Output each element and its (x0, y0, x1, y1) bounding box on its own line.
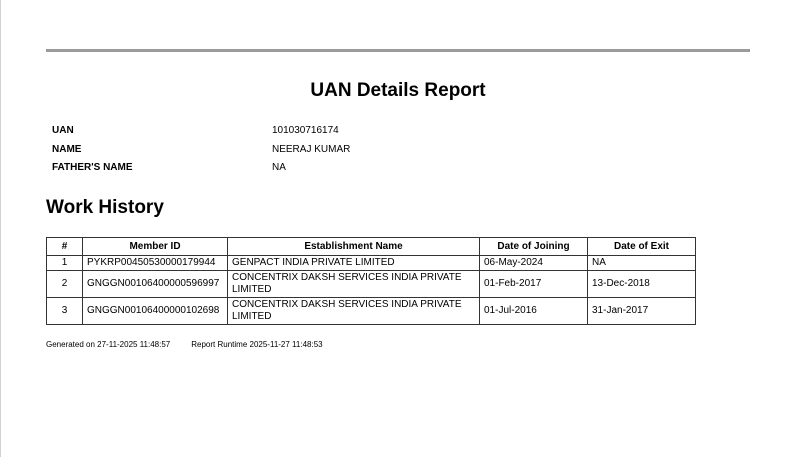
report-footer (46, 340, 323, 350)
table-header-row (47, 238, 696, 256)
establishment-cell: CONCENTRIX DAKSH SERVICES INDIA PRIVATE LIMITED (228, 271, 480, 298)
page-border (0, 0, 1, 457)
establishment-cell: CONCENTRIX DAKSH SERVICES INDIA PRIVATE LIMITED (228, 298, 480, 325)
column-header-date-joining: Date of Joining (480, 238, 588, 256)
father-name-label: FATHER'S NAME (52, 162, 133, 173)
row-number: 1 (47, 256, 83, 271)
establishment-cell: GENPACT INDIA PRIVATE LIMITED (228, 256, 480, 271)
column-header-member-id: Member ID (83, 238, 228, 256)
row-number: 2 (47, 271, 83, 298)
member-id-cell: GNGGN00106400000102698 (83, 298, 228, 325)
report-title: UAN Details Report (310, 80, 486, 101)
header-rule (46, 49, 750, 52)
generated-timestamp: Generated on 27-11-2025 11:48:57 (46, 340, 171, 349)
date-joining-cell: 01-Feb-2017 (480, 271, 588, 298)
work-history-title: Work History (46, 197, 164, 218)
work-history-table (46, 237, 696, 325)
column-header-number: # (47, 238, 83, 256)
date-exit-cell: 31-Jan-2017 (588, 298, 696, 325)
name-label: NAME (52, 143, 82, 155)
name-value: NEERAJ KUMAR (272, 143, 351, 155)
table-row (47, 298, 696, 325)
member-id-cell: PYKRP00450530000179944 (83, 256, 228, 271)
date-exit-cell: NA (588, 256, 696, 271)
uan-value: 101030716174 (272, 125, 339, 136)
column-header-establishment: Establishment Name (228, 238, 480, 256)
member-id-cell: GNGGN00106400000596997 (83, 271, 228, 298)
column-header-date-exit: Date of Exit (588, 238, 696, 256)
table-row (47, 256, 696, 271)
uan-label: UAN (52, 125, 74, 136)
row-number: 3 (47, 298, 83, 325)
table-row (47, 271, 696, 298)
father-name-value: NA (272, 162, 286, 173)
report-runtime: Report Runtime 2025-11-27 11:48:53 (191, 340, 323, 349)
date-joining-cell: 06-May-2024 (480, 256, 588, 271)
date-exit-cell: 13-Dec-2018 (588, 271, 696, 298)
date-joining-cell: 01-Jul-2016 (480, 298, 588, 325)
